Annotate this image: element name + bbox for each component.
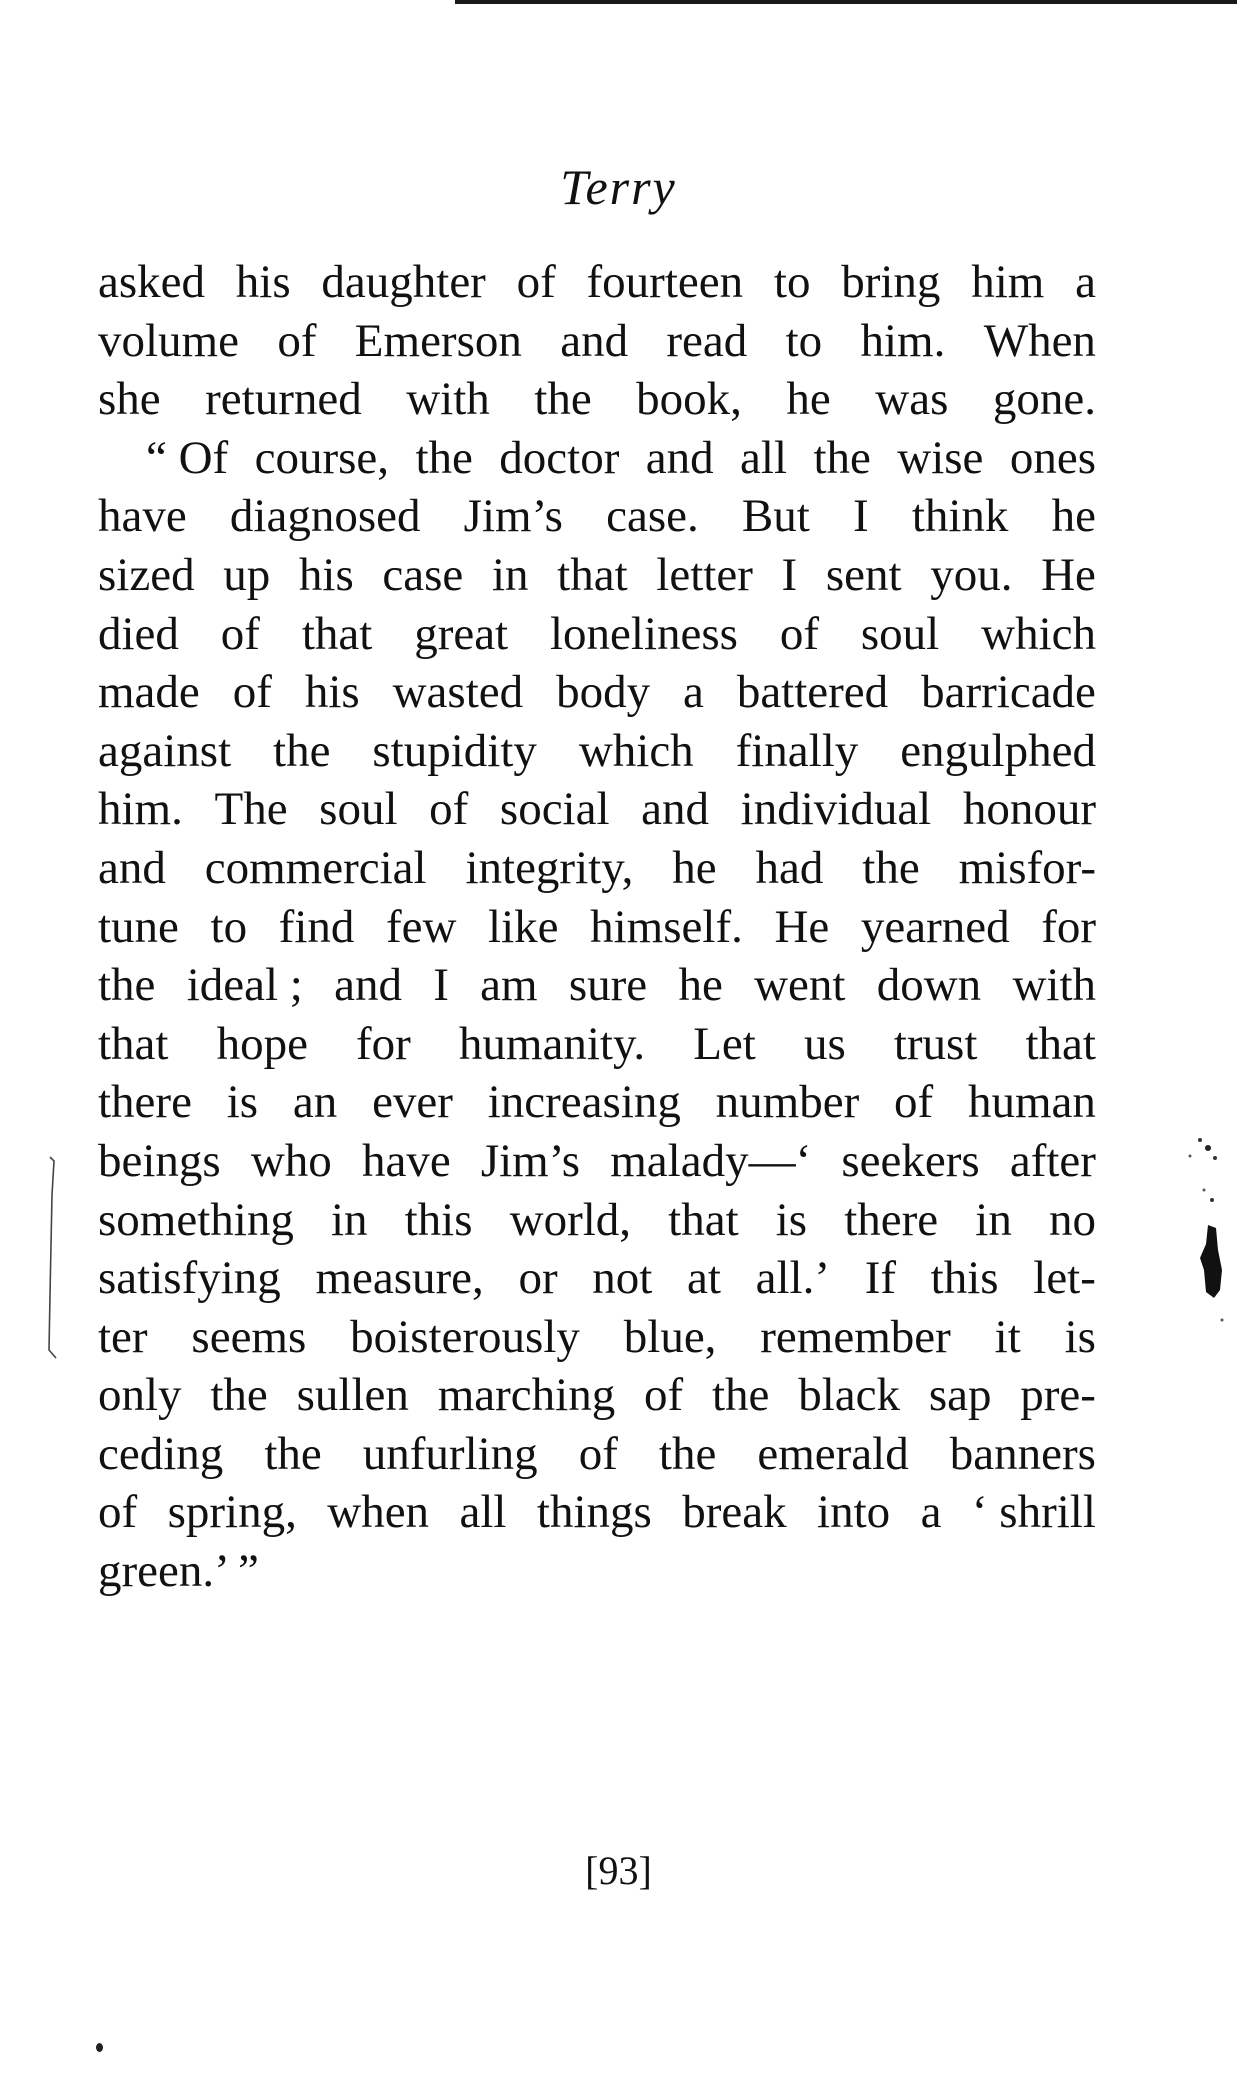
margin-bracket-mark [40, 1155, 58, 1360]
word: with [1012, 959, 1096, 1012]
word: with [406, 373, 490, 426]
word: emerald [757, 1427, 909, 1480]
text-line [98, 487, 1096, 546]
word: Jim’s [480, 1134, 581, 1187]
word: seekers [841, 1134, 980, 1187]
word: when [327, 1486, 430, 1539]
text-line [98, 1542, 1096, 1601]
word: sure [568, 959, 648, 1012]
word: malady—‘ [610, 1134, 812, 1187]
word: few [385, 900, 457, 953]
word: sullen [296, 1369, 409, 1422]
word: But [741, 490, 810, 543]
word: the [711, 1369, 770, 1422]
word: all [740, 431, 788, 484]
word: of [644, 1369, 684, 1422]
text-line [98, 1308, 1096, 1367]
word: a [920, 1486, 942, 1539]
word: individual [740, 783, 932, 836]
word: that [301, 607, 373, 660]
word: pre- [1020, 1369, 1096, 1422]
word: the [415, 431, 473, 484]
word: humanity. [458, 1017, 646, 1070]
word: no [1048, 1193, 1096, 1246]
word: find [278, 900, 355, 953]
word: into [817, 1486, 891, 1539]
word: up [223, 548, 271, 601]
word: remember [760, 1310, 951, 1363]
text-line [98, 370, 1096, 429]
text-line [98, 1132, 1096, 1191]
word: If [864, 1252, 896, 1305]
word: to [785, 314, 823, 367]
word: an [292, 1076, 338, 1129]
text-line [98, 312, 1096, 371]
word: honour [962, 783, 1096, 836]
word: fourteen [586, 256, 744, 308]
word: in [330, 1193, 368, 1246]
word: He [774, 900, 830, 953]
word: which [981, 607, 1096, 660]
word: increasing [487, 1076, 681, 1129]
word: “ Of [146, 431, 229, 484]
text-line [98, 1015, 1096, 1074]
word: all.’ [755, 1252, 831, 1305]
word: letter [656, 548, 753, 601]
word: the [534, 373, 592, 426]
word: He [1041, 548, 1096, 601]
word: of [516, 256, 556, 308]
word: his [298, 548, 354, 601]
text-line [98, 1073, 1096, 1132]
word: his [235, 256, 291, 308]
word: of [277, 314, 317, 367]
word: ter [98, 1310, 148, 1363]
word: engulphed [900, 724, 1096, 777]
word: number [715, 1076, 860, 1129]
word: volume [98, 314, 239, 367]
word: for [1041, 900, 1096, 953]
word: us [803, 1017, 846, 1070]
word: that [668, 1193, 739, 1246]
word: doctor [499, 431, 620, 484]
word: think [911, 490, 1009, 543]
word: and [641, 783, 710, 836]
word: measure, [315, 1252, 484, 1305]
word: case. [606, 490, 699, 543]
text-line [98, 1191, 1096, 1250]
word: a [683, 666, 704, 719]
word: and [334, 959, 402, 1012]
word: hope [216, 1017, 308, 1070]
top-rule [455, 0, 1237, 4]
word: the [98, 959, 156, 1012]
word: Emerson [354, 314, 522, 367]
word: have [361, 1134, 451, 1187]
word: course, [254, 431, 390, 484]
word: made [98, 666, 200, 719]
word: not [592, 1252, 653, 1305]
ink-blot-mark [1160, 1120, 1230, 1350]
word: have [98, 490, 187, 543]
word: a [1075, 256, 1096, 308]
word: break [682, 1486, 787, 1539]
word: against [98, 724, 232, 777]
word: soul [319, 783, 398, 836]
word: him [971, 256, 1045, 308]
word: this [930, 1252, 999, 1305]
word: wise [897, 431, 984, 484]
word: that [1025, 1017, 1096, 1070]
body-text [98, 253, 1096, 1601]
word: beings [98, 1134, 221, 1187]
word: and [560, 314, 629, 367]
word: yearned [860, 900, 1010, 953]
word: ones [1009, 431, 1096, 484]
word: he [786, 373, 831, 426]
word: had [755, 841, 824, 894]
word: went [754, 959, 846, 1012]
word: there [844, 1193, 939, 1246]
word: and [645, 431, 714, 484]
word: stupidity [372, 724, 537, 777]
word: barricade [921, 666, 1096, 719]
word: for [356, 1017, 411, 1070]
word: I [433, 959, 449, 1012]
text-line [98, 1249, 1096, 1308]
text-line [98, 605, 1096, 664]
word: soul [860, 607, 940, 660]
word: sap [928, 1369, 992, 1422]
word: of [232, 666, 272, 719]
word: diagnosed [229, 490, 421, 543]
word: in [975, 1193, 1012, 1246]
word: like [488, 900, 559, 953]
running-head: Terry [560, 159, 677, 215]
word: died [98, 607, 179, 660]
word: is [226, 1076, 259, 1129]
word: asked [98, 256, 206, 308]
word: of [98, 1486, 138, 1539]
word: that [98, 1017, 169, 1070]
text-line [98, 546, 1096, 605]
word: of [779, 607, 820, 660]
word: ‘ shrill [971, 1486, 1096, 1539]
word: himself. [590, 900, 743, 953]
word: who [250, 1134, 332, 1187]
word: the [264, 1427, 322, 1480]
text-line [98, 1425, 1096, 1484]
word: which [578, 724, 694, 777]
word: unfurling [362, 1427, 538, 1480]
word: satisfying [98, 1252, 281, 1305]
word: trust [893, 1017, 978, 1070]
word: finally [735, 724, 859, 777]
word: the [210, 1369, 268, 1422]
word: I [781, 548, 798, 601]
word: battered [736, 666, 889, 719]
word: Let [693, 1017, 756, 1070]
word: great [414, 607, 509, 660]
word: wasted [392, 666, 524, 719]
page-number: [93] [585, 1848, 652, 1893]
word: world, [509, 1193, 632, 1246]
word: am [480, 959, 538, 1012]
word: in [491, 548, 529, 601]
word: all [459, 1486, 507, 1539]
word: down [876, 959, 982, 1012]
word: of [220, 607, 260, 660]
word: this [404, 1193, 473, 1246]
word: misfor- [958, 841, 1096, 894]
word: the [273, 724, 331, 777]
word: he [678, 959, 723, 1012]
word: social [499, 783, 610, 836]
word: commercial [204, 841, 427, 894]
word: or [518, 1252, 558, 1305]
text-line [98, 253, 1096, 312]
word: Jim’s [463, 490, 563, 543]
word: bring [841, 256, 941, 308]
word: the [862, 841, 920, 894]
word: he [1051, 490, 1096, 543]
word: returned [205, 373, 362, 426]
word: ideal ; [186, 959, 303, 1012]
word: sized [98, 548, 195, 601]
word: gone. [992, 373, 1096, 426]
word: let- [1033, 1252, 1096, 1305]
word: him. [98, 783, 183, 836]
word: of [894, 1076, 934, 1129]
word: there [98, 1076, 192, 1129]
word: green.’ ” [98, 1545, 259, 1598]
word: she [98, 373, 161, 426]
word: something [98, 1193, 294, 1246]
word: only [98, 1369, 182, 1422]
word: read [666, 314, 748, 367]
word: that [557, 548, 628, 601]
word: you. [930, 548, 1013, 601]
word: is [1064, 1310, 1096, 1363]
text-line [98, 429, 1096, 488]
word: his [304, 666, 360, 719]
word: When [983, 314, 1096, 367]
word: spring, [167, 1486, 297, 1539]
word: tune [98, 900, 179, 953]
word: integrity, [465, 841, 634, 894]
word: ceding [98, 1427, 224, 1480]
word: to [210, 900, 248, 953]
word: at [687, 1252, 721, 1305]
text-line [98, 839, 1096, 898]
word: of [578, 1427, 618, 1480]
word: boisterously [350, 1310, 580, 1363]
word: is [775, 1193, 808, 1246]
word: loneliness [550, 607, 738, 660]
text-line [98, 898, 1096, 957]
text-line [98, 956, 1096, 1015]
word: daughter [321, 256, 486, 308]
word: things [536, 1486, 652, 1539]
word: seems [191, 1310, 307, 1363]
text-line [98, 1366, 1096, 1425]
word: book, [636, 373, 742, 426]
text-line [98, 780, 1096, 839]
word: The [214, 783, 288, 836]
word: and [98, 841, 166, 894]
word: the [658, 1427, 717, 1480]
text-line [98, 1483, 1096, 1542]
text-line [98, 663, 1096, 722]
word: I [852, 490, 869, 543]
word: he [672, 841, 717, 894]
word: sent [825, 548, 902, 601]
word: blue, [623, 1310, 717, 1363]
word: body [556, 666, 651, 719]
word: of [429, 783, 469, 836]
text-line [98, 722, 1096, 781]
word: the [813, 431, 871, 484]
word: after [1009, 1134, 1096, 1187]
word: it [994, 1310, 1021, 1363]
word: banners [949, 1427, 1096, 1480]
word: black [798, 1369, 900, 1422]
word: to [773, 256, 811, 308]
word: human [968, 1076, 1096, 1129]
word: was [875, 373, 949, 426]
ink-speck-mark [96, 2043, 103, 2052]
word: marching [437, 1369, 616, 1422]
word: case [382, 548, 464, 601]
word: ever [372, 1076, 453, 1129]
word: him. [860, 314, 946, 367]
